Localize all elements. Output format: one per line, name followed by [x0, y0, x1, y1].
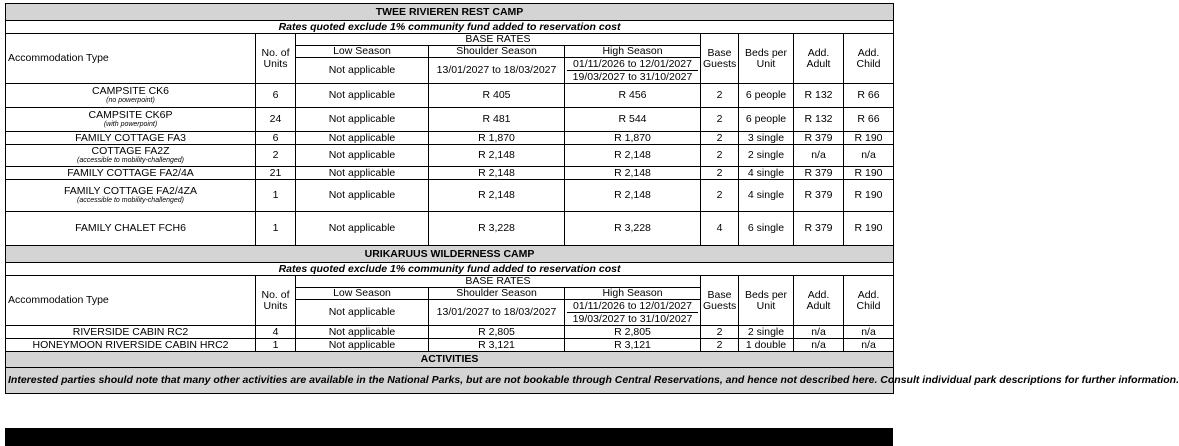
- shoulder-season-cell: R 405: [429, 84, 565, 108]
- twee-rivieren-section: [6, 4, 894, 246]
- high-season-dates-2: 19/03/2027 to 31/10/2027: [567, 312, 698, 325]
- table-row: [6, 180, 894, 212]
- units-cell: 4: [256, 326, 296, 339]
- accommodation-type: [6, 108, 256, 132]
- low-season-cell: Not applicable: [296, 339, 429, 352]
- add-adult-cell: R 379: [794, 132, 844, 145]
- accommodation-type: [6, 339, 256, 352]
- beds-cell: 6 people: [739, 84, 794, 108]
- col-header-add-adult: Add. Adult: [794, 276, 844, 326]
- beds-cell: 1 double: [739, 339, 794, 352]
- add-child-cell: R 190: [844, 132, 894, 145]
- high-season-cell: R 2,148: [565, 145, 701, 167]
- low-season-cell: Not applicable: [296, 145, 429, 167]
- units-cell: 6: [256, 132, 296, 145]
- add-child-cell: R 190: [844, 180, 894, 212]
- col-header-base-guests: Base Guests: [701, 276, 739, 326]
- add-adult-cell: R 379: [794, 167, 844, 180]
- low-season-cell: Not applicable: [296, 84, 429, 108]
- shoulder-season-cell: R 3,121: [429, 339, 565, 352]
- add-adult-cell: R 132: [794, 84, 844, 108]
- units-cell: 1: [256, 212, 296, 246]
- units-cell: 24: [256, 108, 296, 132]
- base-guests-cell: 2: [701, 167, 739, 180]
- base-guests-cell: 2: [701, 326, 739, 339]
- accommodation-type: [6, 212, 256, 246]
- col-header-units: No. of Units: [256, 34, 296, 84]
- high-season-cell: R 544: [565, 108, 701, 132]
- base-guests-cell: 2: [701, 339, 739, 352]
- low-season-dates: Not applicable: [296, 300, 429, 326]
- base-guests-cell: 2: [701, 132, 739, 145]
- shoulder-season-cell: R 2,148: [429, 145, 565, 167]
- low-season-cell: Not applicable: [296, 108, 429, 132]
- accommodation-type: [6, 145, 256, 167]
- low-season-cell: Not applicable: [296, 167, 429, 180]
- col-header-base-guests: Base Guests: [701, 34, 739, 84]
- base-guests-cell: 2: [701, 145, 739, 167]
- add-child-cell: R 190: [844, 212, 894, 246]
- high-season-cell: R 1,870: [565, 132, 701, 145]
- low-season-cell: Not applicable: [296, 132, 429, 145]
- low-season-cell: Not applicable: [296, 180, 429, 212]
- high-season-cell: R 2,805: [565, 326, 701, 339]
- col-header-units: No. of Units: [256, 276, 296, 326]
- base-rates-header: BASE RATES: [296, 276, 701, 288]
- add-adult-cell: n/a: [794, 339, 844, 352]
- rates-table: [5, 3, 1179, 394]
- beds-cell: 6 single: [739, 212, 794, 246]
- camp-title: TWEE RIVIEREN REST CAMP: [6, 4, 894, 21]
- accommodation-name: CAMPSITE CK6P: [88, 109, 173, 121]
- units-cell: 6: [256, 84, 296, 108]
- shoulder-season-dates: 13/01/2027 to 18/03/2027: [429, 300, 565, 326]
- col-header-shoulder: Shoulder Season: [429, 288, 565, 300]
- accommodation-note: (with powerpoint): [103, 121, 158, 128]
- accommodation-note: (no powerpoint): [106, 97, 155, 104]
- high-season-dates-1: 01/11/2026 to 12/01/2027: [573, 300, 692, 312]
- shoulder-season-cell: R 3,228: [429, 212, 565, 246]
- beds-cell: 2 single: [739, 145, 794, 167]
- add-child-cell: R 190: [844, 167, 894, 180]
- units-cell: 1: [256, 339, 296, 352]
- base-guests-cell: 2: [701, 108, 739, 132]
- base-guests-cell: 4: [701, 212, 739, 246]
- urikaruus-section: [6, 246, 894, 352]
- accommodation-name: COTTAGE FA2Z: [91, 145, 170, 157]
- beds-cell: 4 single: [739, 180, 794, 212]
- activities-section: [6, 352, 1179, 394]
- accommodation-type: [6, 180, 256, 212]
- add-adult-cell: R 379: [794, 180, 844, 212]
- add-child-cell: n/a: [844, 339, 894, 352]
- high-season-dates: [565, 58, 701, 84]
- low-season-cell: Not applicable: [296, 212, 429, 246]
- high-season-dates-1: 01/11/2026 to 12/01/2027: [573, 58, 692, 70]
- col-header-beds: Beds per Unit: [739, 34, 794, 84]
- base-guests-cell: 2: [701, 84, 739, 108]
- rates-document: [5, 3, 1179, 394]
- shoulder-season-cell: R 481: [429, 108, 565, 132]
- shoulder-season-cell: R 1,870: [429, 132, 565, 145]
- accommodation-name: FAMILY COTTAGE FA3: [75, 131, 186, 144]
- activities-note: Interested parties should note that many other activities are available in the National Parks, but are not bookable through Central Reservations, and hence not described here. Consult individual park descriptions for further information.: [6, 368, 894, 394]
- add-child-cell: R 66: [844, 108, 894, 132]
- col-header-high: High Season: [565, 288, 701, 300]
- accommodation-note: (accessible to mobility-challenged): [77, 197, 184, 204]
- col-header-high: High Season: [565, 46, 701, 58]
- col-header-type: Accommodation Type: [6, 276, 256, 326]
- high-season-dates-2: 19/03/2027 to 31/10/2027: [567, 70, 698, 83]
- units-cell: 2: [256, 145, 296, 167]
- accommodation-name: HONEYMOON RIVERSIDE CABIN HRC2: [32, 338, 229, 351]
- col-header-shoulder: Shoulder Season: [429, 46, 565, 58]
- accommodation-name: CAMPSITE CK6: [91, 85, 170, 97]
- shoulder-season-cell: R 2,148: [429, 180, 565, 212]
- col-header-add-adult: Add. Adult: [794, 34, 844, 84]
- col-header-beds: Beds per Unit: [739, 276, 794, 326]
- add-adult-cell: n/a: [794, 145, 844, 167]
- table-row: [6, 145, 894, 167]
- activities-title: ACTIVITIES: [6, 352, 894, 368]
- high-season-cell: R 3,121: [565, 339, 701, 352]
- col-header-low: Low Season: [296, 288, 429, 300]
- accommodation-note: (accessible to mobility-challenged): [77, 157, 184, 164]
- footer-bar: [5, 428, 893, 446]
- high-season-dates: [565, 300, 701, 326]
- add-adult-cell: R 379: [794, 212, 844, 246]
- table-row: [6, 326, 894, 339]
- col-header-add-child: Add. Child: [844, 276, 894, 326]
- rates-note: Rates quoted exclude 1% community fund added to reservation cost: [6, 21, 894, 34]
- add-child-cell: R 66: [844, 84, 894, 108]
- high-season-cell: R 2,148: [565, 167, 701, 180]
- add-adult-cell: n/a: [794, 326, 844, 339]
- col-header-type: Accommodation Type: [6, 34, 256, 84]
- low-season-cell: Not applicable: [296, 326, 429, 339]
- high-season-cell: R 2,148: [565, 180, 701, 212]
- low-season-dates: Not applicable: [296, 58, 429, 84]
- table-row: [6, 167, 894, 180]
- table-row: [6, 339, 894, 352]
- table-row: [6, 212, 894, 246]
- add-child-cell: n/a: [844, 145, 894, 167]
- accommodation-type: [6, 326, 256, 339]
- base-rates-header: BASE RATES: [296, 34, 701, 46]
- accommodation-name: FAMILY COTTAGE FA2/4ZA: [63, 185, 198, 197]
- accommodation-name: FAMILY COTTAGE FA2/4A: [67, 166, 194, 179]
- add-child-cell: n/a: [844, 326, 894, 339]
- add-adult-cell: R 132: [794, 108, 844, 132]
- col-header-low: Low Season: [296, 46, 429, 58]
- accommodation-type: [6, 132, 256, 145]
- shoulder-season-cell: R 2,805: [429, 326, 565, 339]
- col-header-add-child: Add. Child: [844, 34, 894, 84]
- table-row: [6, 108, 894, 132]
- accommodation-type: [6, 167, 256, 180]
- accommodation-type: [6, 84, 256, 108]
- shoulder-season-cell: R 2,148: [429, 167, 565, 180]
- high-season-cell: R 456: [565, 84, 701, 108]
- table-row: [6, 84, 894, 108]
- table-row: [6, 132, 894, 145]
- beds-cell: 3 single: [739, 132, 794, 145]
- beds-cell: 6 people: [739, 108, 794, 132]
- camp-title: URIKARUUS WILDERNESS CAMP: [6, 246, 894, 263]
- high-season-cell: R 3,228: [565, 212, 701, 246]
- beds-cell: 4 single: [739, 167, 794, 180]
- accommodation-name: FAMILY CHALET FCH6: [75, 222, 186, 234]
- rates-note: Rates quoted exclude 1% community fund added to reservation cost: [6, 263, 894, 276]
- beds-cell: 2 single: [739, 326, 794, 339]
- units-cell: 1: [256, 180, 296, 212]
- shoulder-season-dates: 13/01/2027 to 18/03/2027: [429, 58, 565, 84]
- accommodation-name: RIVERSIDE CABIN RC2: [72, 325, 189, 338]
- units-cell: 21: [256, 167, 296, 180]
- base-guests-cell: 2: [701, 180, 739, 212]
